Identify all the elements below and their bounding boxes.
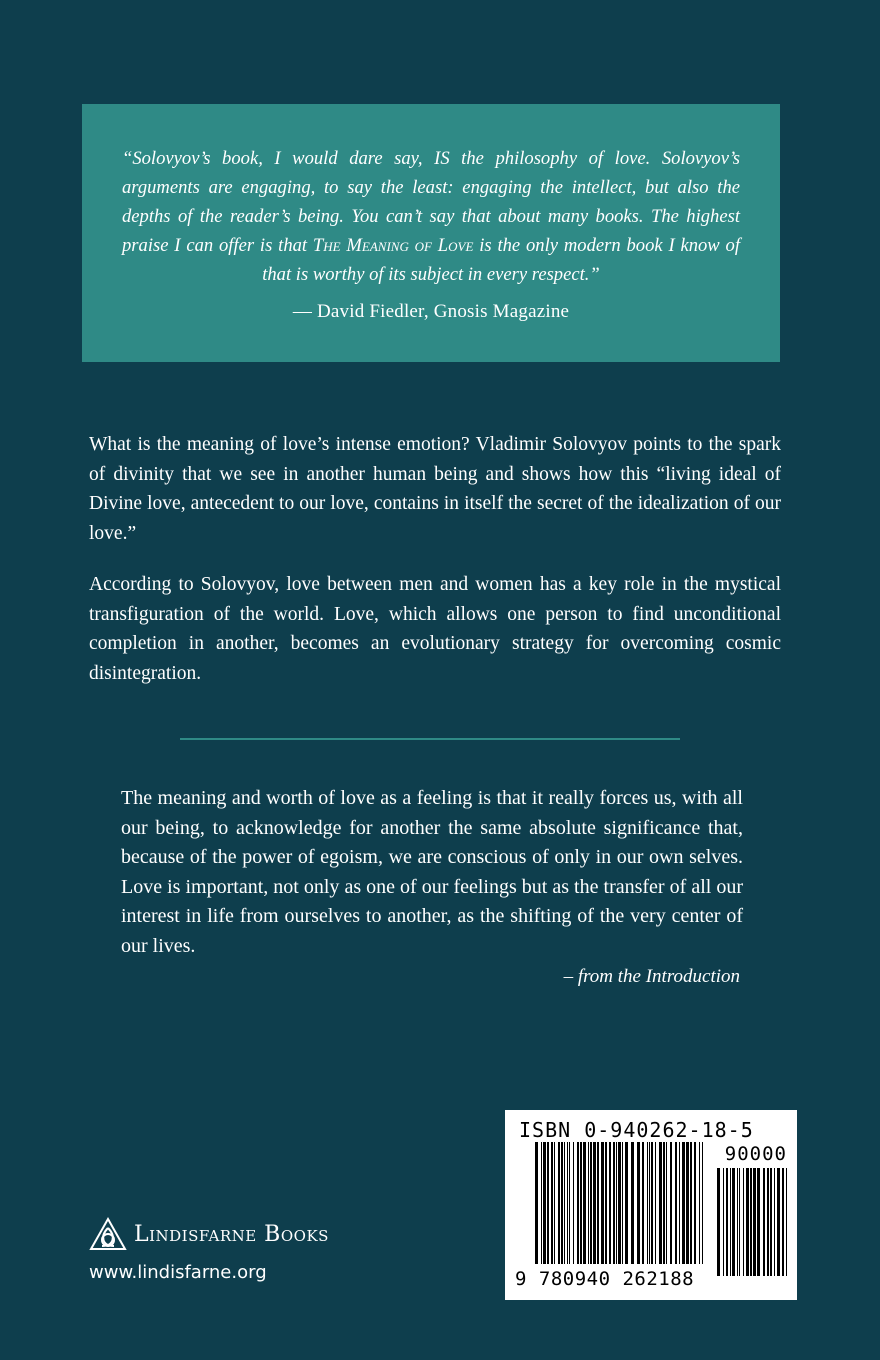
barcode-bar [666, 1142, 667, 1264]
barcode-bar [547, 1142, 549, 1264]
barcode-bar [573, 1142, 574, 1264]
endorsement-attribution: — David Fiedler, Gnosis Magazine [292, 301, 570, 322]
barcode-bar [770, 1168, 772, 1276]
barcode-bar [647, 1142, 648, 1264]
barcode-bar [554, 1142, 555, 1264]
barcode-bar [757, 1168, 760, 1276]
barcode-bar [597, 1142, 599, 1264]
barcode-bar [782, 1168, 784, 1276]
barcode-bar [682, 1142, 685, 1264]
barcode-main-bars [535, 1142, 705, 1264]
description-paragraph-1: What is the meaning of love’s intense emotion? Vladimir Solovyov points to the spark of divinity that we see in another human being and shows how this “living ideal of Divine love, antecedent to our love, contains in itself the secret of the idealization of our love.” [89, 434, 781, 544]
barcode-bar [753, 1168, 756, 1276]
excerpt-attribution: – from the Introduction [563, 966, 740, 987]
barcode-bar [583, 1142, 586, 1264]
barcode-bar [567, 1142, 568, 1264]
barcode-bar [622, 1142, 623, 1264]
barcode-bar [726, 1168, 728, 1276]
barcode-bar [613, 1142, 615, 1264]
barcode-bar [690, 1142, 692, 1264]
publisher-name: Lindisfarne Books [134, 1221, 329, 1247]
isbn-barcode [505, 1110, 797, 1300]
celtic-knot-icon [88, 1216, 128, 1252]
barcode-bar [642, 1142, 644, 1264]
barcode-bar [564, 1142, 565, 1264]
barcode-addon-bars [717, 1168, 787, 1276]
barcode-bar [631, 1142, 634, 1264]
barcode-bar [786, 1168, 787, 1276]
barcode-bar [675, 1142, 677, 1264]
barcode-bar [609, 1142, 611, 1264]
barcode-bar [558, 1142, 560, 1264]
barcode-bar [686, 1142, 689, 1264]
publisher-website: www.lindisfarne.org [89, 1262, 267, 1283]
barcode-bar [659, 1142, 662, 1264]
barcode-bar [637, 1142, 640, 1264]
publisher-logo [88, 1216, 329, 1252]
description-paragraph-2: According to Solovyov, love between men and women has a key role in the mystical transfiguration of the world. Love, which allows one person to find unconditional completion in another, becomes an evolutionary strategy for overcoming cosmic disintegration. [89, 574, 781, 684]
barcode-bar [551, 1142, 553, 1264]
barcode-bar [561, 1142, 563, 1264]
barcode-bar [543, 1142, 546, 1264]
barcode-bar [663, 1142, 665, 1264]
excerpt-text: The meaning and worth of love as a feeling is that it really forces us, with all our being, to acknowledge for another the same absolute significance that, because of the power of egoism, we are conscious of only in our own selves. Love is important, not only as one of our feelings but as the transfer of all our interest in life from ourselves to another, as the shifting of the very center of our lives. [121, 787, 743, 957]
barcode-bar [717, 1168, 720, 1276]
barcode-bar [767, 1168, 769, 1276]
barcode-bar [577, 1142, 579, 1264]
barcode-bar [777, 1168, 780, 1276]
barcode-bar [593, 1142, 596, 1264]
barcode-bar [649, 1142, 650, 1264]
barcode-bar [743, 1168, 744, 1276]
barcode-bar [590, 1142, 592, 1264]
barcode-bar [605, 1142, 607, 1264]
barcode-bar [541, 1142, 542, 1264]
barcode-bar [730, 1168, 731, 1276]
barcode-bar [699, 1142, 700, 1264]
price-code: 90000 [724, 1143, 787, 1165]
barcode-bar [739, 1168, 740, 1276]
barcode-bar [702, 1142, 703, 1264]
barcode-bar [694, 1142, 696, 1264]
isbn-label: ISBN 0-940262-18-5 [519, 1118, 754, 1142]
section-divider [180, 738, 680, 740]
barcode-bar [763, 1168, 765, 1276]
barcode-bar [732, 1168, 735, 1276]
barcode-bar [679, 1142, 680, 1264]
barcode-bar [569, 1142, 570, 1264]
endorsement-box [82, 104, 780, 362]
endorsement-quote: “Solovyov’s book, I would dare say, IS the philosophy of love. Solovyov’s arguments are engaging, to say the least: engaging the intellect, but also the depths of the reader’s being. You can’t say that about many books. The highest praise I can offer is that The Meaning of Love is the only modern book I know of that is worthy of its subject in every respect.” [122, 148, 740, 285]
barcode-bar [746, 1168, 749, 1276]
barcode-bar [588, 1142, 589, 1264]
barcode-bar [616, 1142, 617, 1264]
barcode-bar [618, 1142, 621, 1264]
barcode-bar [774, 1168, 775, 1276]
book-title: The Meaning of Love [312, 235, 474, 256]
barcode-bar [750, 1168, 752, 1276]
barcode-bar [723, 1168, 724, 1276]
ean-number: 9 780940 262188 [515, 1268, 695, 1290]
barcode-bar [655, 1142, 656, 1264]
barcode-bar [601, 1142, 604, 1264]
barcode-bar [651, 1142, 653, 1264]
barcode-bar [625, 1142, 628, 1264]
barcode-bar [737, 1168, 738, 1276]
barcode-bar [580, 1142, 582, 1264]
barcode-bar [670, 1142, 672, 1264]
barcode-bar [535, 1142, 538, 1264]
